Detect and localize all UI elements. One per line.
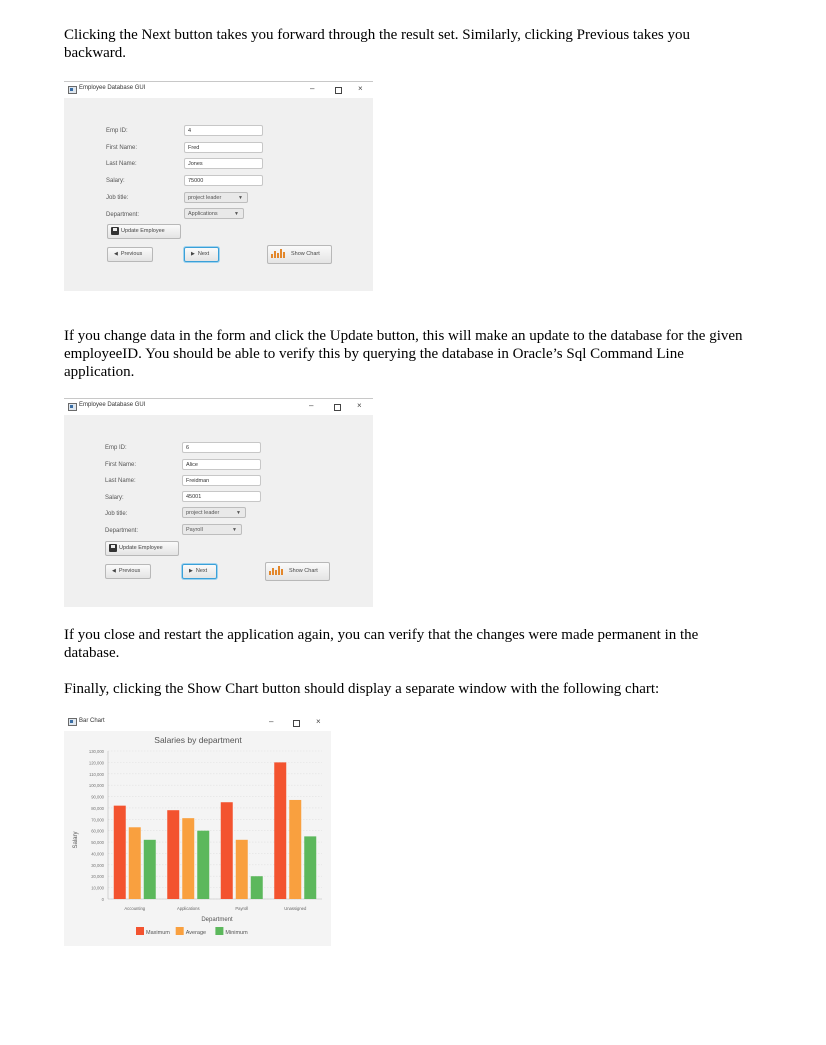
department-value: Payroll xyxy=(186,527,203,533)
last-name-label: Last Name: xyxy=(106,161,137,167)
employee-window-2 xyxy=(64,398,373,607)
x-tick-label: Payroll xyxy=(235,906,249,911)
legend-swatch xyxy=(136,927,144,935)
job-title-value: project leader xyxy=(186,510,220,516)
show-chart-button-label: Show Chart xyxy=(291,251,320,257)
y-tick-label: 50,000 xyxy=(91,840,104,846)
window-titlebar xyxy=(64,82,373,98)
window-titlebar xyxy=(64,714,331,731)
bar-chart-window xyxy=(64,714,331,946)
first-name-label: First Name: xyxy=(105,462,137,468)
app-icon xyxy=(68,718,77,726)
first-name-label: First Name: xyxy=(106,145,138,151)
update-button-label: Update Employee xyxy=(121,228,165,234)
window-titlebar xyxy=(64,399,373,415)
y-tick-label: 20,000 xyxy=(91,874,104,880)
first-name-field[interactable]: Fred xyxy=(184,142,263,153)
show-chart-button-label: Show Chart xyxy=(289,568,318,574)
last-name-label: Last Name: xyxy=(105,478,136,484)
x-axis-label: Department xyxy=(201,917,233,923)
bar-maximum xyxy=(167,810,179,899)
y-tick-label: 100,000 xyxy=(88,783,104,789)
y-tick-label: 30,000 xyxy=(91,862,104,868)
next-button-label: Next xyxy=(197,251,210,257)
next-button[interactable] xyxy=(182,564,217,579)
bar-average xyxy=(129,827,141,899)
department-label: Department: xyxy=(105,528,139,534)
y-tick-label: 10,000 xyxy=(91,885,104,891)
department-select[interactable] xyxy=(184,208,244,219)
arrow-right-icon: ▶ xyxy=(189,568,193,574)
update-employee-button[interactable] xyxy=(107,224,181,239)
bar-maximum xyxy=(274,762,286,899)
bar-minimum xyxy=(251,876,263,899)
maximize-icon[interactable] xyxy=(335,87,342,94)
job-title-value: project leader xyxy=(188,195,222,201)
bar-minimum xyxy=(144,840,156,899)
update-button-label: Update Employee xyxy=(119,545,163,551)
paragraph-restart: If you close and restart the application again, you can verify that the changes were made permanent in the database. xyxy=(64,627,699,661)
employee-window-1 xyxy=(64,81,373,291)
bar-maximum xyxy=(114,806,126,899)
bar-minimum xyxy=(197,831,209,899)
chevron-down-icon: ▼ xyxy=(238,195,243,201)
save-icon xyxy=(109,544,117,552)
maximize-icon[interactable] xyxy=(293,720,300,727)
bar-maximum xyxy=(221,802,233,899)
bar-chart-icon xyxy=(269,566,285,575)
app-icon xyxy=(68,403,77,411)
minimize-icon[interactable]: – xyxy=(309,401,314,410)
close-icon[interactable]: × xyxy=(358,84,363,93)
window-title: Employee Database GUI xyxy=(79,402,146,408)
y-tick-label: 70,000 xyxy=(91,817,104,823)
salary-label: Salary: xyxy=(106,178,125,184)
x-tick-label: Accounting xyxy=(124,906,146,911)
minimize-icon[interactable]: – xyxy=(310,84,315,93)
minimize-icon[interactable]: – xyxy=(269,717,274,726)
y-tick-label: 40,000 xyxy=(91,851,104,857)
bar-chart-icon xyxy=(271,249,287,258)
chevron-down-icon: ▼ xyxy=(236,510,241,516)
emp-id-label: Emp ID: xyxy=(106,128,128,134)
y-tick-label: 0 xyxy=(101,897,104,902)
save-icon xyxy=(111,227,119,235)
job-title-select[interactable] xyxy=(182,507,246,518)
y-tick-label: 120,000 xyxy=(88,760,104,766)
emp-id-label: Emp ID: xyxy=(105,445,127,451)
legend-label: Maximum xyxy=(146,930,170,936)
legend-swatch xyxy=(215,927,223,935)
legend-label: Average xyxy=(185,930,207,936)
chevron-down-icon: ▼ xyxy=(232,527,237,533)
legend-swatch xyxy=(176,927,184,935)
show-chart-button[interactable] xyxy=(267,245,332,264)
show-chart-button[interactable] xyxy=(265,562,330,581)
arrow-left-icon: ◀ xyxy=(114,251,118,257)
job-title-label: Job title: xyxy=(105,511,128,517)
arrow-right-icon: ▶ xyxy=(191,251,195,257)
y-tick-label: 60,000 xyxy=(91,828,104,834)
emp-id-field[interactable]: 4 xyxy=(184,125,263,136)
y-tick-label: 90,000 xyxy=(91,794,104,800)
last-name-field[interactable]: Jones xyxy=(184,158,263,169)
bar-chart xyxy=(64,731,331,946)
chevron-down-icon: ▼ xyxy=(234,211,239,217)
next-button[interactable] xyxy=(184,247,219,262)
department-select[interactable] xyxy=(182,524,242,535)
legend-label: Minimum xyxy=(225,930,248,936)
paragraph-show-chart: Finally, clicking the Show Chart button should display a separate window with the following chart: xyxy=(64,681,660,697)
chart-title: Salaries by department xyxy=(154,735,242,745)
y-tick-label: 80,000 xyxy=(91,805,104,811)
maximize-icon[interactable] xyxy=(334,404,341,411)
salary-field[interactable]: 75000 xyxy=(184,175,263,186)
close-icon[interactable]: × xyxy=(357,401,362,410)
x-tick-label: Applications xyxy=(176,906,200,911)
y-tick-label: 110,000 xyxy=(89,771,104,777)
last-name-field[interactable]: Freidman xyxy=(182,475,261,486)
x-tick-label: Unassigned xyxy=(284,906,307,911)
window-title: Bar Chart xyxy=(79,718,105,724)
bar-minimum xyxy=(304,836,316,899)
salary-field[interactable]: 45001 xyxy=(182,491,261,502)
previous-button-label: Previous xyxy=(118,568,141,574)
paragraph-next-previous: Clicking the Next button takes you forward through the result set. Similarly, clicking Previous takes you backward. xyxy=(64,27,691,61)
window-title: Employee Database GUI xyxy=(79,85,146,91)
salary-label: Salary: xyxy=(105,495,124,501)
paragraph-update: If you change data in the form and click the Update button, this will make an update to the database for the given employeeID. You should be able to verify this by querying the database in Oracle’s Sql Command Line application. xyxy=(64,328,743,380)
previous-button[interactable] xyxy=(107,247,153,262)
department-value: Applications xyxy=(188,211,218,217)
y-axis-label: Salary xyxy=(73,831,79,849)
bar-average xyxy=(236,840,248,899)
next-button-label: Next xyxy=(195,568,208,574)
job-title-label: Job title: xyxy=(106,195,129,201)
department-label: Department: xyxy=(106,212,140,218)
previous-button-label: Previous xyxy=(120,251,143,257)
previous-button[interactable] xyxy=(105,564,151,579)
bar-average xyxy=(289,800,301,899)
y-tick-label: 130,000 xyxy=(88,749,104,754)
arrow-left-icon: ◀ xyxy=(112,568,116,574)
update-employee-button[interactable] xyxy=(105,541,179,556)
close-icon[interactable]: × xyxy=(316,717,321,726)
job-title-select[interactable] xyxy=(184,192,248,203)
app-icon xyxy=(68,86,77,94)
bar-average xyxy=(182,818,194,899)
first-name-field[interactable]: Alice xyxy=(182,459,261,470)
emp-id-field[interactable]: 6 xyxy=(182,442,261,453)
